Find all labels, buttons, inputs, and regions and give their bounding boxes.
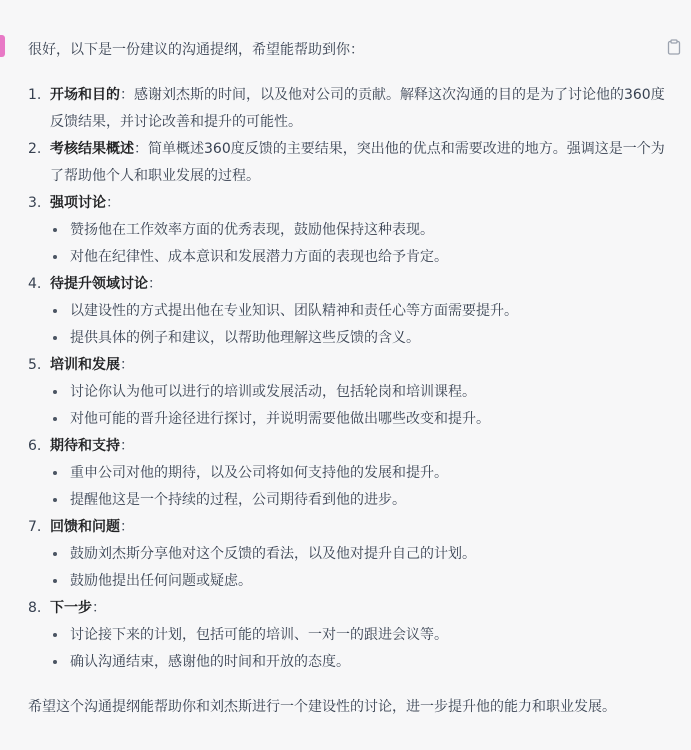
outline-subitem-text: 赞扬他在工作效率方面的优秀表现，鼓励他保持这种表现。 <box>70 222 434 238</box>
outline-item-title: 强项讨论 <box>50 195 106 211</box>
outline-item-text: ： <box>106 195 120 211</box>
message-accent-bar <box>0 35 5 57</box>
outline-subitem-text: 以建设性的方式提出他在专业知识、团队精神和责任心等方面需要提升。 <box>70 303 518 319</box>
outline-subitem <box>28 460 668 487</box>
bullet-icon <box>53 471 57 475</box>
outline-item <box>28 433 668 460</box>
outline-item-text: ： <box>120 519 134 535</box>
outline-item-title: 开场和目的 <box>50 87 120 103</box>
outline-item-number: 7. <box>28 519 42 535</box>
outline-subitem <box>28 379 668 406</box>
outline-subitem-text: 提醒他这是一个持续的过程，公司期待看到他的进步。 <box>70 492 406 508</box>
outline-item-text: ：感谢刘杰斯的时间，以及他对公司的贡献。解释这次沟通的目的是为了讨论他的360度反馈结果，并讨论改善和提升的可能性。 <box>50 87 665 130</box>
outline-item <box>28 190 668 217</box>
outline-item <box>28 595 668 622</box>
bullet-icon <box>53 552 57 556</box>
bullet-icon <box>53 633 57 637</box>
bullet-icon <box>53 660 57 664</box>
outline-item <box>28 82 668 136</box>
outline-item-title: 期待和支持 <box>50 438 120 454</box>
outline-item-number: 2. <box>28 141 42 157</box>
bullet-icon <box>53 390 57 394</box>
outline-item <box>28 136 668 190</box>
outline-item-number: 8. <box>28 600 42 616</box>
bullet-icon <box>53 579 57 583</box>
outline-subitem <box>28 487 668 514</box>
outline-subitem <box>28 649 668 676</box>
outline-item-number: 6. <box>28 438 42 454</box>
outline-list <box>28 82 668 676</box>
assistant-message <box>28 37 668 721</box>
outline-subitem <box>28 325 668 352</box>
outline-item-title: 回馈和问题 <box>50 519 120 535</box>
message-closing: 希望这个沟通提纲能帮助你和刘杰斯进行一个建设性的讨论，进一步提升他的能力和职业发展。 <box>28 699 616 715</box>
outline-item-text: ： <box>92 600 106 616</box>
outline-subitem <box>28 217 668 244</box>
outline-item-text: ： <box>148 276 162 292</box>
outline-subitem-text: 鼓励刘杰斯分享他对这个反馈的看法，以及他对提升自己的计划。 <box>70 546 476 562</box>
outline-item-number: 4. <box>28 276 42 292</box>
outline-item <box>28 352 668 379</box>
outline-subitem <box>28 568 668 595</box>
outline-item <box>28 271 668 298</box>
outline-item-text: ： <box>120 438 134 454</box>
outline-item-number: 1. <box>28 87 42 103</box>
outline-subitem <box>28 406 668 433</box>
bullet-icon <box>53 498 57 502</box>
outline-subitem-text: 确认沟通结束，感谢他的时间和开放的态度。 <box>70 654 350 670</box>
outline-item-number: 3. <box>28 195 42 211</box>
outline-subitem-text: 讨论接下来的计划，包括可能的培训、一对一的跟进会议等。 <box>70 627 448 643</box>
bullet-icon <box>53 309 57 313</box>
outline-item <box>28 514 668 541</box>
outline-subitem <box>28 622 668 649</box>
outline-item-text: ：简单概述360度反馈的主要结果，突出他的优点和需要改进的地方。强调这是一个为了帮助他个人和职业发展的过程。 <box>50 141 665 184</box>
outline-subitem-text: 提供具体的例子和建议，以帮助他理解这些反馈的含义。 <box>70 330 420 346</box>
outline-subitem <box>28 541 668 568</box>
outline-subitem-text: 对他在纪律性、成本意识和发展潜力方面的表现也给予肯定。 <box>70 249 448 265</box>
outline-subitem-text: 对他可能的晋升途径进行探讨，并说明需要他做出哪些改变和提升。 <box>70 411 490 427</box>
bullet-icon <box>53 417 57 421</box>
message-intro: 很好，以下是一份建议的沟通提纲，希望能帮助到你： <box>28 42 364 58</box>
bullet-icon <box>53 228 57 232</box>
bullet-icon <box>53 336 57 340</box>
outline-item-number: 5. <box>28 357 42 373</box>
outline-subitem-text: 重申公司对他的期待，以及公司将如何支持他的发展和提升。 <box>70 465 448 481</box>
outline-subitem <box>28 244 668 271</box>
bullet-icon <box>53 255 57 259</box>
outline-subitem-text: 讨论你认为他可以进行的培训或发展活动，包括轮岗和培训课程。 <box>70 384 476 400</box>
outline-item-title: 下一步 <box>50 600 92 616</box>
outline-subitem <box>28 298 668 325</box>
outline-subitem-text: 鼓励他提出任何问题或疑虑。 <box>70 573 252 589</box>
outline-item-title: 待提升领域讨论 <box>50 276 148 292</box>
clipboard-icon <box>667 39 681 55</box>
outline-item-text: ： <box>120 357 134 373</box>
outline-item-title: 培训和发展 <box>50 357 120 373</box>
outline-item-title: 考核结果概述 <box>50 141 134 157</box>
